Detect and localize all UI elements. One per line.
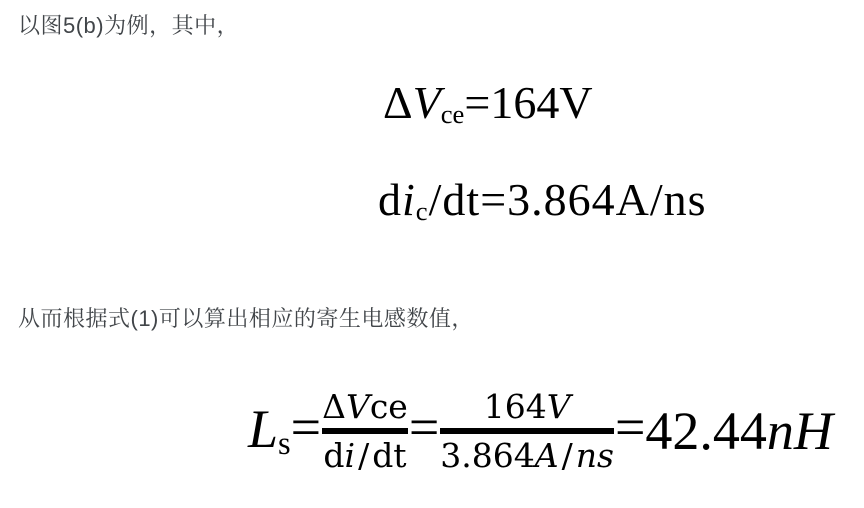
ampere-unit: A — [534, 435, 559, 475]
symbolic-numerator — [322, 388, 408, 426]
delta-symbol: Δ — [383, 77, 413, 128]
voltage-subscript: ce — [440, 98, 465, 129]
symbolic-fraction — [322, 388, 408, 475]
symbolic-denominator — [323, 437, 406, 475]
inductance-symbol: L — [248, 399, 279, 460]
numeric-numerator — [484, 388, 571, 426]
divide-slash: / — [358, 435, 370, 475]
paragraph-followup: 从而根据式(1)可以算出相应的寄生电感数值， — [18, 306, 474, 331]
result-unit: nH — [766, 401, 833, 462]
equals-sign: = — [614, 397, 646, 458]
delta-symbol: Δ — [322, 387, 346, 426]
result-number: 42.44 — [645, 401, 767, 462]
equals-sign: = — [290, 397, 322, 458]
numeric-denominator — [440, 437, 614, 475]
equation-didt — [378, 174, 707, 226]
volt-unit: V — [546, 387, 571, 426]
differential-d: d — [323, 435, 345, 475]
current-variable: i — [402, 174, 416, 225]
fraction-bar — [322, 428, 408, 434]
equals-sign: = — [464, 77, 491, 128]
current-variable: i — [344, 435, 356, 475]
inductance-subscript: s — [278, 426, 291, 463]
divide-slash: / — [561, 435, 573, 475]
current-subscript: c — [415, 195, 429, 226]
voltage-value: 164V — [490, 77, 593, 128]
paragraph-intro: 以图5(b)为例，其中， — [18, 13, 240, 38]
voltage-number: 164 — [483, 387, 547, 426]
numeric-fraction — [440, 388, 614, 475]
equation-inductance — [248, 388, 833, 475]
slew-number: 3.864 — [440, 435, 535, 475]
result-value — [645, 401, 833, 462]
voltage-subscript-text: ce — [369, 387, 408, 426]
equation-delta-vce — [383, 77, 593, 129]
voltage-variable: V — [412, 77, 441, 128]
voltage-variable: V — [345, 387, 370, 426]
inductance-variable — [248, 399, 291, 463]
slew-rate-value: 3.864A/ns — [507, 174, 707, 225]
differential-d: d — [378, 174, 402, 225]
dt-text: dt — [372, 435, 407, 475]
equals-sign: = — [408, 397, 440, 458]
nanosecond-unit: ns — [575, 435, 614, 475]
fraction-bar — [440, 428, 614, 434]
per-dt: /dt — [428, 174, 481, 225]
equals-sign: = — [480, 174, 508, 225]
